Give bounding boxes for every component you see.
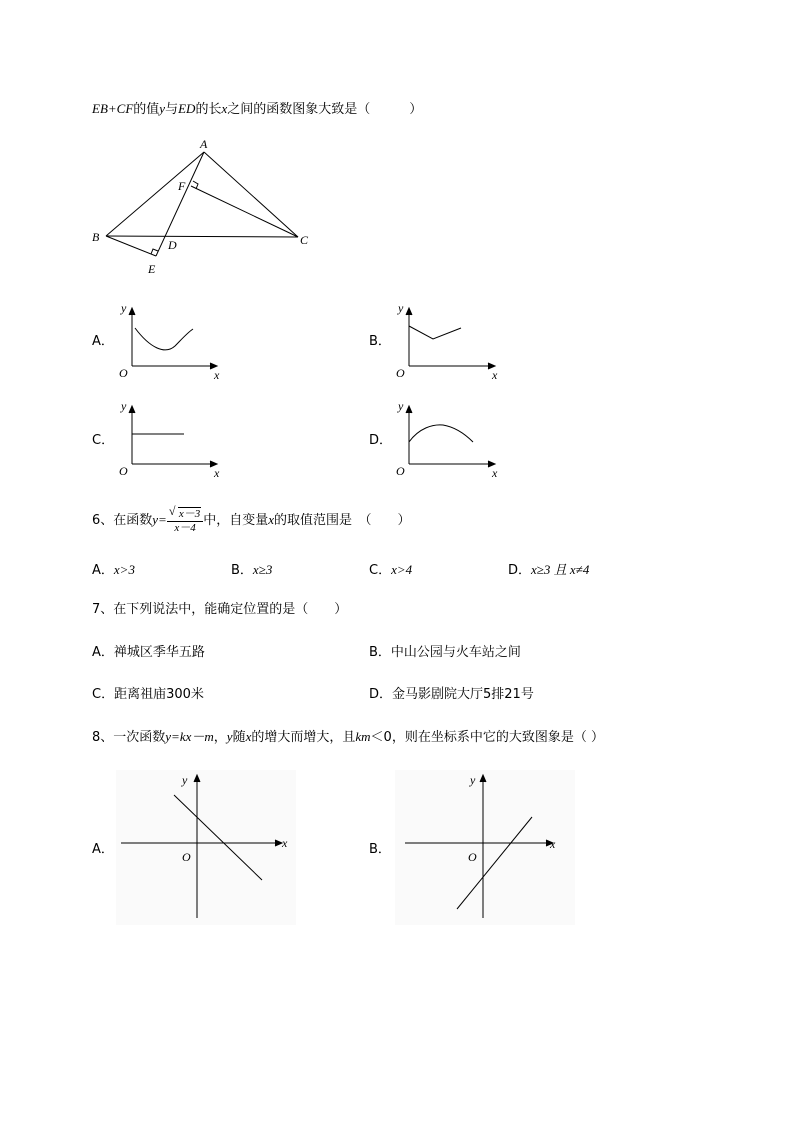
- axis-x-label: x: [550, 837, 556, 851]
- axis-y-label: y: [398, 399, 404, 413]
- label-e: E: [148, 262, 156, 276]
- q7-option-d[interactable]: D．金马影剧院大厅5排21号: [369, 687, 534, 702]
- edge-bc: [106, 236, 298, 237]
- axis-x-label: x: [492, 368, 498, 382]
- triangle-figure: [90, 137, 320, 280]
- axis-origin-label: O: [468, 850, 477, 864]
- q8-option-b-label[interactable]: B．: [369, 842, 391, 857]
- edge-ac: [204, 152, 298, 237]
- curve-v: [409, 326, 461, 339]
- axis-origin-label: O: [396, 464, 405, 478]
- q5-stem: EB+CF的值y与ED的长x之间的函数图象大致是（ ）: [92, 101, 423, 117]
- graph-option-c-label: C．: [92, 433, 115, 448]
- graph-d: [393, 398, 503, 478]
- q7-option-b[interactable]: B．中山公园与火车站之间: [369, 645, 521, 660]
- q6-option-a[interactable]: A．x>3: [92, 562, 135, 578]
- graph-option-a-label: A．: [92, 334, 114, 349]
- label-f: F: [178, 179, 186, 193]
- q7-option-a[interactable]: A．禅城区季华五路: [92, 645, 205, 660]
- q6-fraction: √ $\frac{x-3}{x-4}$: [167, 507, 203, 535]
- edge-ae: [156, 152, 204, 256]
- q8-option-a-label[interactable]: A．: [92, 842, 114, 857]
- q8-stem: 8、一次函数y=kx－m，y随x的增大而增大，且km＜0，则在坐标系中它的大致图象是（ ）: [92, 729, 604, 745]
- y-arrow: [406, 308, 412, 315]
- label-d: D: [168, 238, 177, 252]
- axis-y-label: y: [121, 301, 127, 315]
- graph-bg: [395, 770, 575, 925]
- graph-b: [393, 300, 503, 380]
- q6-stem: 6、在函数y= √ $\frac{x-3}{x-4}$ 中，自变量x的取值范围是 （ ）: [92, 505, 411, 536]
- q8-graph-a: [116, 770, 296, 925]
- axis-x-label: x: [214, 466, 220, 480]
- curve-u: [135, 328, 193, 350]
- axis-y-label: y: [121, 399, 127, 413]
- edge-be: [106, 236, 156, 256]
- axis-origin-label: O: [119, 464, 128, 478]
- q5-var-eb-cf: EB+CF: [92, 101, 134, 116]
- y-arrow: [406, 406, 412, 413]
- graph-c: [115, 398, 225, 478]
- y-arrow: [129, 406, 135, 413]
- axis-origin-label: O: [396, 366, 405, 380]
- q6-option-d[interactable]: D．x≥3 且 x≠4: [508, 562, 590, 578]
- q7-option-c[interactable]: C．距离祖庙300米: [92, 687, 204, 702]
- label-b: B: [92, 230, 100, 244]
- axis-x-label: x: [282, 836, 288, 850]
- axis-y-label: y: [182, 773, 188, 787]
- q7-stem: 7、在下列说法中，能确定位置的是（ ）: [92, 602, 348, 617]
- q6-option-c[interactable]: C．x>4: [369, 562, 413, 578]
- axis-origin-label: O: [119, 366, 128, 380]
- graph-bg: [116, 770, 296, 925]
- graph-option-b-label: B．: [369, 334, 391, 349]
- label-a: A: [200, 137, 208, 151]
- axis-origin-label: O: [182, 850, 191, 864]
- edge-ab: [106, 152, 204, 236]
- q6-option-b[interactable]: B．x≥3: [231, 562, 273, 578]
- y-arrow: [129, 308, 135, 315]
- q8-graph-b: [395, 770, 575, 925]
- graph-option-d-label: D．: [369, 433, 393, 448]
- curve-arch: [409, 425, 473, 442]
- axis-y-label: y: [398, 301, 404, 315]
- axis-x-label: x: [214, 368, 220, 382]
- axis-y-label: y: [470, 773, 476, 787]
- edge-cf: [191, 186, 298, 237]
- label-c: C: [300, 233, 309, 247]
- axis-x-label: x: [492, 466, 498, 480]
- graph-a: [115, 300, 225, 380]
